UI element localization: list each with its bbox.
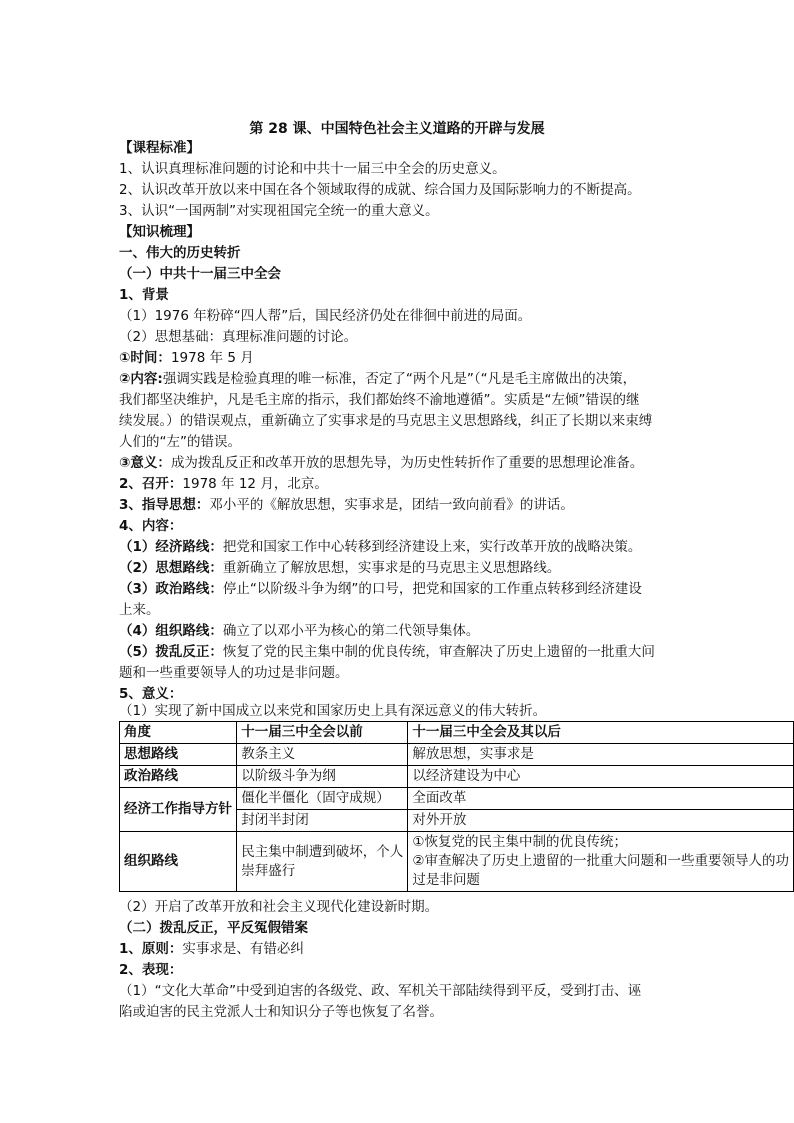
table-cell: 教条主义: [237, 744, 408, 766]
content-line-3: 续发展。）的错误观点，重新确立了实事求是的马克思主义思想路线，纠正了长期以来束缚: [119, 413, 653, 429]
organization-line: [119, 621, 479, 642]
correction-value: 恢复了党的民主集中制的优良传统，审查解决了历史上遗留的一批重大问: [222, 644, 655, 660]
guide-label: 3、指导思想：: [119, 497, 210, 513]
principle-line: [119, 939, 304, 960]
sub1-heading: （一）中共十一届三中全会: [119, 266, 281, 282]
knowledge-heading: 【知识梳理】: [119, 224, 200, 240]
table-row: [120, 744, 794, 766]
meaning-value: 成为拨乱反正和改革开放的思想先导，为历史性转折作了重要的思想理论准备。: [170, 455, 644, 471]
table-cell: [408, 832, 794, 892]
table-cell: 僵化半僵化（固守成规）: [237, 788, 408, 810]
significance-heading: 5、意义：: [119, 686, 183, 702]
ideology-label: （2）思想路线：: [119, 560, 223, 576]
open-value: 1978 年 12 月，北京。: [182, 476, 328, 492]
meaning-line: [119, 453, 643, 474]
time-label: ①时间：: [119, 350, 171, 366]
table-header-cell: 十一届三中全会以前: [237, 722, 408, 744]
guide-value: 邓小平的《解放思想，实事求是，团结一致向前看》的讲话。: [209, 497, 574, 513]
performance-line-1: （1）“文化大革命”中受到迫害的各级党、政、军机关干部陆续得到平反，受到打击、诬: [119, 983, 642, 999]
sub2-heading: （二）拨乱反正，平反冤假错案: [119, 920, 308, 936]
cell-line: ②审查解决了历史上遗留的一批重大问题和一些重要领导人的功: [412, 853, 789, 869]
table-cell: 思想路线: [120, 744, 237, 766]
cell-line: ①恢复党的民主集中制的优良传统；: [412, 834, 627, 850]
content2-heading: 4、内容：: [119, 518, 183, 534]
economic-line: [119, 537, 641, 558]
guide-line: [119, 495, 574, 516]
open-line: [119, 474, 328, 495]
content-label: ②内容:: [119, 371, 163, 387]
time-value: 1978 年 5 月: [170, 350, 254, 366]
standard-heading: 【课程标准】: [119, 140, 200, 156]
background-heading: 1、背景: [119, 287, 169, 303]
open-label: 2、召开：: [119, 476, 183, 492]
standard-item-3: 3、认识“一国两制”对实现祖国完全统一的重大意义。: [119, 203, 439, 219]
table-cell: 经济工作指导方针: [120, 788, 237, 832]
lesson-title: 第 28 课、中国特色社会主义道路的开辟与发展: [249, 121, 545, 137]
political-line-2: 上来。: [119, 602, 160, 618]
table-cell: 封闭半封闭: [237, 810, 408, 832]
background-item-2: （2）思想基础：真理标准问题的讨论。: [119, 329, 358, 345]
performance-heading: 2、表现：: [119, 962, 183, 978]
performance-line-2: 陷或迫害的民主党派人士和知识分子等也恢复了名誉。: [119, 1004, 443, 1020]
table-cell: 政治路线: [120, 766, 237, 788]
content-line-4: 人们的“左”的错误。: [119, 434, 241, 450]
political-line: [119, 579, 642, 600]
standard-item-2: 2、认识改革开放以来中国在各个领域取得的成就、综合国力及国际影响力的不断提高。: [119, 182, 641, 198]
correction-line: [119, 642, 655, 663]
significance-item-2: （2）开启了改革开放和社会主义现代化建设新时期。: [119, 899, 439, 915]
cell-line: 过是非问题: [412, 872, 480, 888]
table-cell: 全面改革: [408, 788, 794, 810]
table-cell: 对外开放: [408, 810, 794, 832]
ideology-line: [119, 558, 560, 579]
table-row: [120, 766, 794, 788]
standard-item-1: 1、认识真理标准问题的讨论和中共十一届三中全会的历史意义。: [119, 161, 506, 177]
table-header-row: [120, 722, 794, 744]
cell-line: 崇拜盛行: [241, 862, 296, 879]
content-line-1: [119, 369, 636, 390]
meaning-label: ③意义：: [119, 455, 171, 471]
comparison-table: [119, 721, 794, 892]
content-line-2: 我们都坚决维护，凡是毛主席的指示，我们都始终不渝地遵循”。实质是“左倾”错误的继: [119, 392, 640, 408]
background-item-1: （1）1976 年粉碎“四人帮”后，国民经济仍处在徘徊中前进的局面。: [119, 308, 532, 324]
table-header-cell: 角度: [120, 722, 237, 744]
economic-value: 把党和国家工作中心转移到经济建设上来，实行改革开放的战略决策。: [222, 539, 642, 555]
ideology-value: 重新确立了解放思想，实事求是的马克思主义思想路线。: [222, 560, 561, 576]
economic-label: （1）经济路线：: [119, 539, 223, 555]
political-value: 停止“以阶级斗争为纲”的口号，把党和国家的工作重点转移到经济建设: [222, 581, 642, 597]
cell-line: 民主集中制遭到破坏，个人: [241, 843, 404, 860]
principle-label: 1、原则：: [119, 941, 183, 957]
principle-value: 实事求是、有错必纠: [182, 941, 304, 957]
organization-value: 确立了以邓小平为核心的第二代领导集体。: [222, 623, 480, 639]
table-cell: 组织路线: [120, 832, 237, 892]
time-line: [119, 348, 254, 369]
correction-label: （5）拨乱反正：: [119, 644, 223, 660]
table-cell: 以经济建设为中心: [408, 766, 794, 788]
table-row: [120, 832, 794, 892]
content-text-1: 强调实践是检验真理的唯一标准，否定了“两个凡是”（“凡是毛主席做出的决策，: [162, 371, 637, 387]
table-cell: [237, 832, 408, 892]
significance-item-1: （1）实现了新中国成立以来党和国家历史上具有深远意义的伟大转折。: [119, 703, 547, 719]
table-header-cell: 十一届三中全会及其以后: [408, 722, 794, 744]
correction-line-2: 题和一些重要领导人的功过是非问题。: [119, 665, 349, 681]
organization-label: （4）组织路线：: [119, 623, 223, 639]
table-cell: 解放思想，实事求是: [408, 744, 794, 766]
table-cell: 以阶级斗争为纲: [237, 766, 408, 788]
part1-heading: 一、伟大的历史转折: [119, 245, 241, 261]
political-label: （3）政治路线：: [119, 581, 223, 597]
table-row: [120, 788, 794, 810]
